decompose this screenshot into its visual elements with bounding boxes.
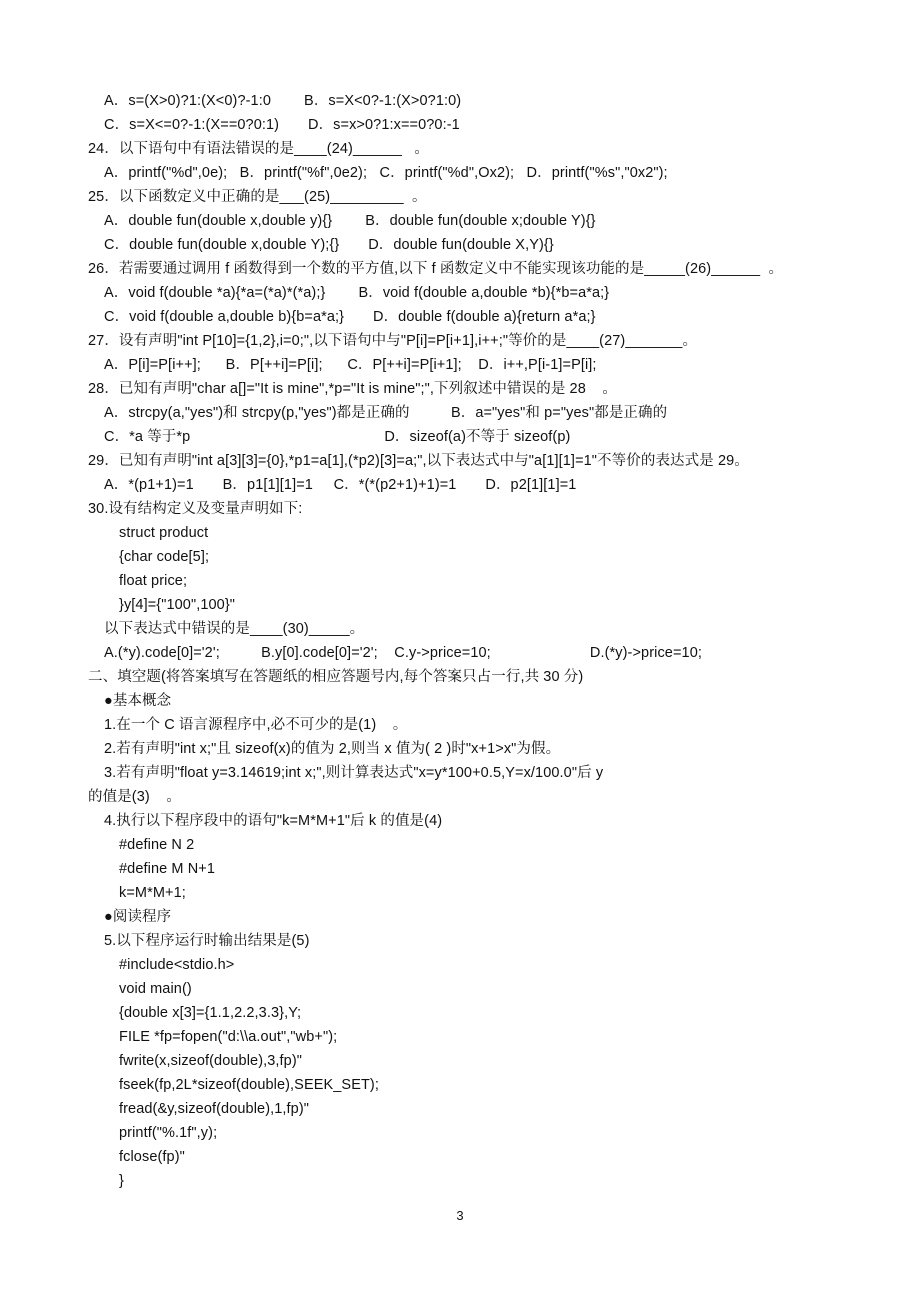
code-line: {double x[3]={1.1,2.2,3.3},Y; [119,1005,302,1021]
code-line: fread(&y,sizeof(double),1,fp)" [119,1101,310,1117]
code-line: fwrite(x,sizeof(double),3,fp)" [119,1053,303,1069]
option-line-28-ab: A．strcpy(a,"yes")和 strcpy(p,"yes")都是正确的 B．a="yes"和 p="yes"都是正确的 [104,405,668,421]
option-line-24: A．printf("%d",0e); B．printf("%f",0e2); C．printf("%d",Ox2); D．printf("%s","0x2"); [104,165,668,181]
question-30-prompt: 以下表达式中错误的是____(30)_____。 [104,621,365,637]
option-line-25-cd: C．double fun(double x,double Y);{} D．double fun(double X,Y){} [104,237,554,253]
code-line: float price; [119,573,188,589]
fill-question-4: 4.执行以下程序段中的语句"k=M*M+1"后 k 的值是(4) [104,813,443,829]
code-line: } [119,1173,124,1189]
question-28: 28．已知有声明"char a[]="It is mine",*p="It is mine";",下列叙述中错误的是 28 。 [88,381,617,397]
fill-question-2: 2.若有声明"int x;"且 sizeof(x)的值为 2,则当 x 值为( 2 )时"x+1>x"为假。 [104,741,561,757]
code-line: k=M*M+1; [119,885,186,901]
code-line: }y[4]={"100",100}" [119,597,236,613]
code-line: printf("%.1f",y); [119,1125,218,1141]
option-line-27: A．P[i]=P[i++]; B．P[++i]=P[i]; C．P[++i]=P[i+1]; D．i++,P[i-1]=P[i]; [104,357,597,373]
section-heading-fill-in: 二、填空题(将答案填写在答题纸的相应答题号内,每个答案只占一行,共 30 分) [88,669,584,685]
question-24: 24．以下语句中有语法错误的是____(24)______ 。 [88,141,429,157]
option-line-26-ab: A．void f(double *a){*a=(*a)*(*a);} B．void f(double a,double *b){*b=a*a;} [104,285,610,301]
code-line: FILE *fp=fopen("d:\\a.out","wb+"); [119,1029,338,1045]
question-30: 30.设有结构定义及变量声明如下: [88,501,303,517]
question-29: 29．已知有声明"int a[3][3]={0},*p1=a[1],(*p2)[3]=a;",以下表达式中与"a[1][1]=1"不等价的表达式是 29。 [88,453,749,469]
code-line: fclose(fp)" [119,1149,185,1165]
subsection-basic-concepts: ●基本概念 [104,693,172,709]
code-line: {char code[5]; [119,549,210,565]
option-line-26-cd: C．void f(double a,double b){b=a*a;} D．double f(double a){return a*a;} [104,309,596,325]
fill-question-5: 5.以下程序运行时输出结果是(5) [104,933,310,949]
fill-question-3: 3.若有声明"float y=3.14619;int x;",则计算表达式"x=y*100+0.5,Y=x/100.0"后 y [104,765,604,781]
code-line: fseek(fp,2L*sizeof(double),SEEK_SET); [119,1077,379,1093]
option-line-23-ab: A．s=(X>0)?1:(X<0)?-1:0 B．s=X<0?-1:(X>0?1:0) [104,93,462,109]
code-line: #define M N+1 [119,861,216,877]
code-line: #define N 2 [119,837,195,853]
question-26: 26．若需要通过调用 f 函数得到一个数的平方值,以下 f 函数定义中不能实现该功能的是_____(26)______ 。 [88,261,784,277]
option-line-23-cd: C．s=X<=0?-1:(X==0?0:1) D．s=x>0?1:x==0?0:-1 [104,117,460,133]
page-number: 3 [456,1208,464,1223]
option-line-25-ab: A．double fun(double x,double y){} B．double fun(double x;double Y){} [104,213,596,229]
subsection-reading-programs: ●阅读程序 [104,909,172,925]
code-line: #include<stdio.h> [119,957,235,973]
code-line: void main() [119,981,192,997]
option-line-28-cd: C．*a 等于*p D．sizeof(a)不等于 sizeof(p) [104,429,571,445]
option-line-30: A.(*y).code[0]='2'; B.y[0].code[0]='2'; C.y->price=10; D.(*y)->price=10; [104,645,702,661]
question-25: 25．以下函数定义中正确的是___(25)_________ 。 [88,189,427,205]
fill-question-1: 1.在一个 C 语言源程序中,必不可少的是(1) 。 [104,717,408,733]
question-27: 27．设有声明"int P[10]={1,2},i=0;",以下语句中与"P[i]=P[i+1],i++;"等价的是____(27)_______。 [88,333,698,349]
fill-question-3-continued: 的值是(3) 。 [88,789,181,805]
code-line: struct product [119,525,209,541]
option-line-29: A．*(p1+1)=1 B．p1[1][1]=1 C．*(*(p2+1)+1)=1 D．p2[1][1]=1 [104,477,577,493]
